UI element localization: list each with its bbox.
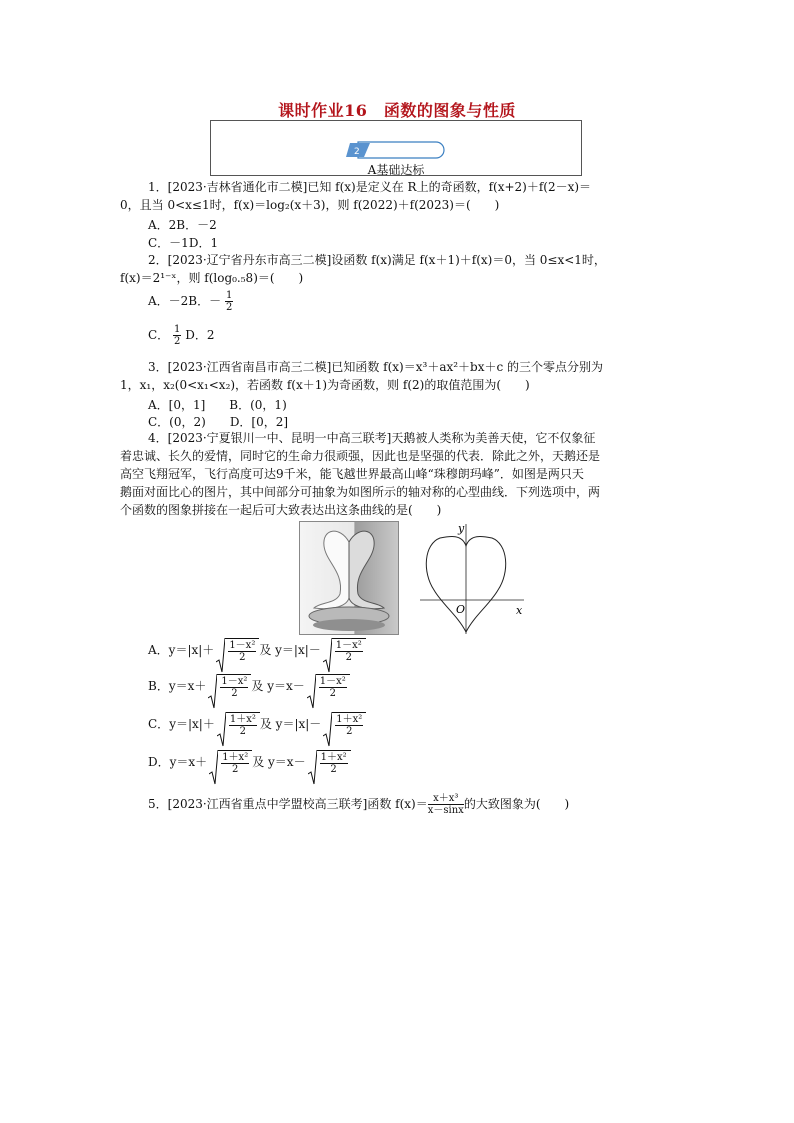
q2-option-ab <box>148 290 233 313</box>
svg-text:2: 2 <box>354 147 360 157</box>
fraction-numerator: 1＋x² <box>229 714 256 725</box>
fraction-numerator: 1＋x² <box>222 752 249 763</box>
fraction-denominator: 2 <box>346 726 353 737</box>
q3-line1: 3．[2023·江西省南昌市高三二模]已知函数 f(x)＝x³＋ax²＋bx＋c 的三个零点分别为 <box>148 360 604 374</box>
sqrt-expression <box>209 750 252 775</box>
fraction-denominator: 2 <box>239 726 247 737</box>
sqrt-expression <box>208 674 251 699</box>
fraction-denominator: 2 <box>330 764 337 775</box>
fraction-denominator: 2 <box>345 652 352 663</box>
fraction-denominator: 2 <box>225 302 233 313</box>
option-prefix: B． <box>148 679 169 693</box>
q5-line <box>148 793 569 816</box>
q4-option-a <box>148 638 366 663</box>
q5-text-before: 5．[2023·江西省重点中学盟校高三联考]函数 f(x)＝ <box>148 797 428 811</box>
axis-x-label: x <box>516 604 523 617</box>
option-prefix: D． <box>148 755 170 769</box>
q4-line4: 鹅面对面比心的图片，其中间部分可抽象为如图所示的轴对称的心型曲线．下列选项中，两 <box>120 485 601 499</box>
fraction-numerator: 1＋x² <box>336 714 363 725</box>
q2-fraction-half <box>225 290 233 313</box>
heart-curve-figure <box>420 520 532 636</box>
option-expr-left: y＝|x|＋ <box>169 717 215 731</box>
option-expr-left: y＝x＋ <box>168 679 207 693</box>
q4-option-c <box>148 712 366 737</box>
sqrt-expression <box>216 638 259 663</box>
q1-line2: 0，且当 0<x≤1时，f(x)＝log₂(x＋3)，则 f(2022)＋f(2023)＝( ) <box>120 198 500 212</box>
q5-fraction <box>428 793 464 816</box>
option-prefix: C． <box>148 717 170 731</box>
q2-option-ab-text: A．－2B．－ <box>148 294 222 308</box>
fraction-numerator: 1－x² <box>335 640 362 651</box>
fraction-numerator: 1－x² <box>229 640 256 651</box>
q4-line5: 个函数的图象拼接在一起后可大致表达出这条曲线的是( ) <box>120 503 442 517</box>
page-title: 课时作业16 函数的图象与性质 <box>278 101 516 120</box>
option-expr-left: y＝|x|＋ <box>168 643 215 657</box>
q3-line2: 1，x₁，x₂(0<x₁<x₂)，若函数 f(x＋1)为奇函数，则 f(2)的取值范围为( ) <box>120 378 530 392</box>
q2-option-d-text: D．2 <box>185 328 215 342</box>
sqrt-expression <box>323 638 366 663</box>
fraction-denominator: x－sinx <box>427 805 464 816</box>
q1-line1: 1．[2023·吉林省通化市二模]已知 f(x)是定义在 R上的奇函数，f(x+2)＋f(2－x)＝ <box>148 180 592 194</box>
q4-line1: 4．[2023·宁夏银川一中、昆明一中高三联考]天鹅被人类称为美善天使，它不仅象征 <box>148 431 596 445</box>
fraction-numerator: x＋x³ <box>428 793 464 805</box>
section-label: A基础达标 <box>367 163 425 177</box>
axis-origin-label: O <box>456 603 466 616</box>
fraction-denominator: 2 <box>174 336 181 347</box>
section-header-box <box>210 120 582 176</box>
fraction-numerator: 1 <box>174 324 181 335</box>
option-expr-left: y＝x＋ <box>169 755 208 769</box>
q2-line2: f(x)＝2¹⁻ˣ，则 f(log₀.₅8)＝( ) <box>120 271 304 285</box>
fraction-denominator: 2 <box>239 652 246 663</box>
fraction-numerator: 1＋x² <box>320 752 347 763</box>
option-expr-mid: 及 y＝|x|－ <box>259 643 321 657</box>
sqrt-expression <box>323 712 366 737</box>
q2-fraction-half-c <box>173 324 181 347</box>
q3-option-ab: A．[0，1] B．(0，1) <box>148 398 287 412</box>
q1-option-ab: A．2B．－2 <box>148 218 217 232</box>
option-expr-mid: 及 y＝|x|－ <box>259 717 322 731</box>
q2-option-c-label: C． <box>148 328 170 342</box>
axis-y-label: y <box>458 522 465 535</box>
swan-photo <box>299 521 399 635</box>
fraction-numerator: 1 <box>225 290 233 301</box>
option-prefix: A． <box>148 643 169 657</box>
q4-option-b <box>148 674 350 699</box>
fraction-numerator: 1－x² <box>221 676 248 687</box>
option-expr-mid: 及 y＝x－ <box>252 755 306 769</box>
ribbon-icon <box>346 139 446 161</box>
q4-line2: 着忠诚、长久的爱情，同时它的生命力很顽强，因此也是坚强的代表．除此之外，天鹅还是 <box>120 449 601 463</box>
sqrt-expression <box>307 674 350 699</box>
sqrt-expression <box>308 750 351 775</box>
q4-option-d <box>148 750 351 775</box>
fraction-denominator: 2 <box>232 764 239 775</box>
q4-line3: 高空飞翔冠军，飞行高度可达9千米，能飞越世界最高山峰“珠穆朗玛峰”．如图是两只天 <box>120 467 584 481</box>
fraction-denominator: 2 <box>329 688 336 699</box>
q2-option-cd <box>148 324 214 347</box>
fraction-denominator: 2 <box>231 688 238 699</box>
q1-option-cd: C．－1D．1 <box>148 236 219 250</box>
q5-text-after: 的大致图象为( ) <box>463 797 570 811</box>
sqrt-expression <box>217 712 260 737</box>
q2-line1: 2．[2023·辽宁省丹东市高三二模]设函数 f(x)满足 f(x＋1)＋f(x)＝0，当 0≤x<1时， <box>148 253 606 267</box>
fraction-numerator: 1－x² <box>319 676 346 687</box>
swan-illustration <box>300 522 398 634</box>
option-expr-mid: 及 y＝x－ <box>251 679 305 693</box>
q3-option-cd: C．(0，2) D．[0，2] <box>148 415 289 429</box>
